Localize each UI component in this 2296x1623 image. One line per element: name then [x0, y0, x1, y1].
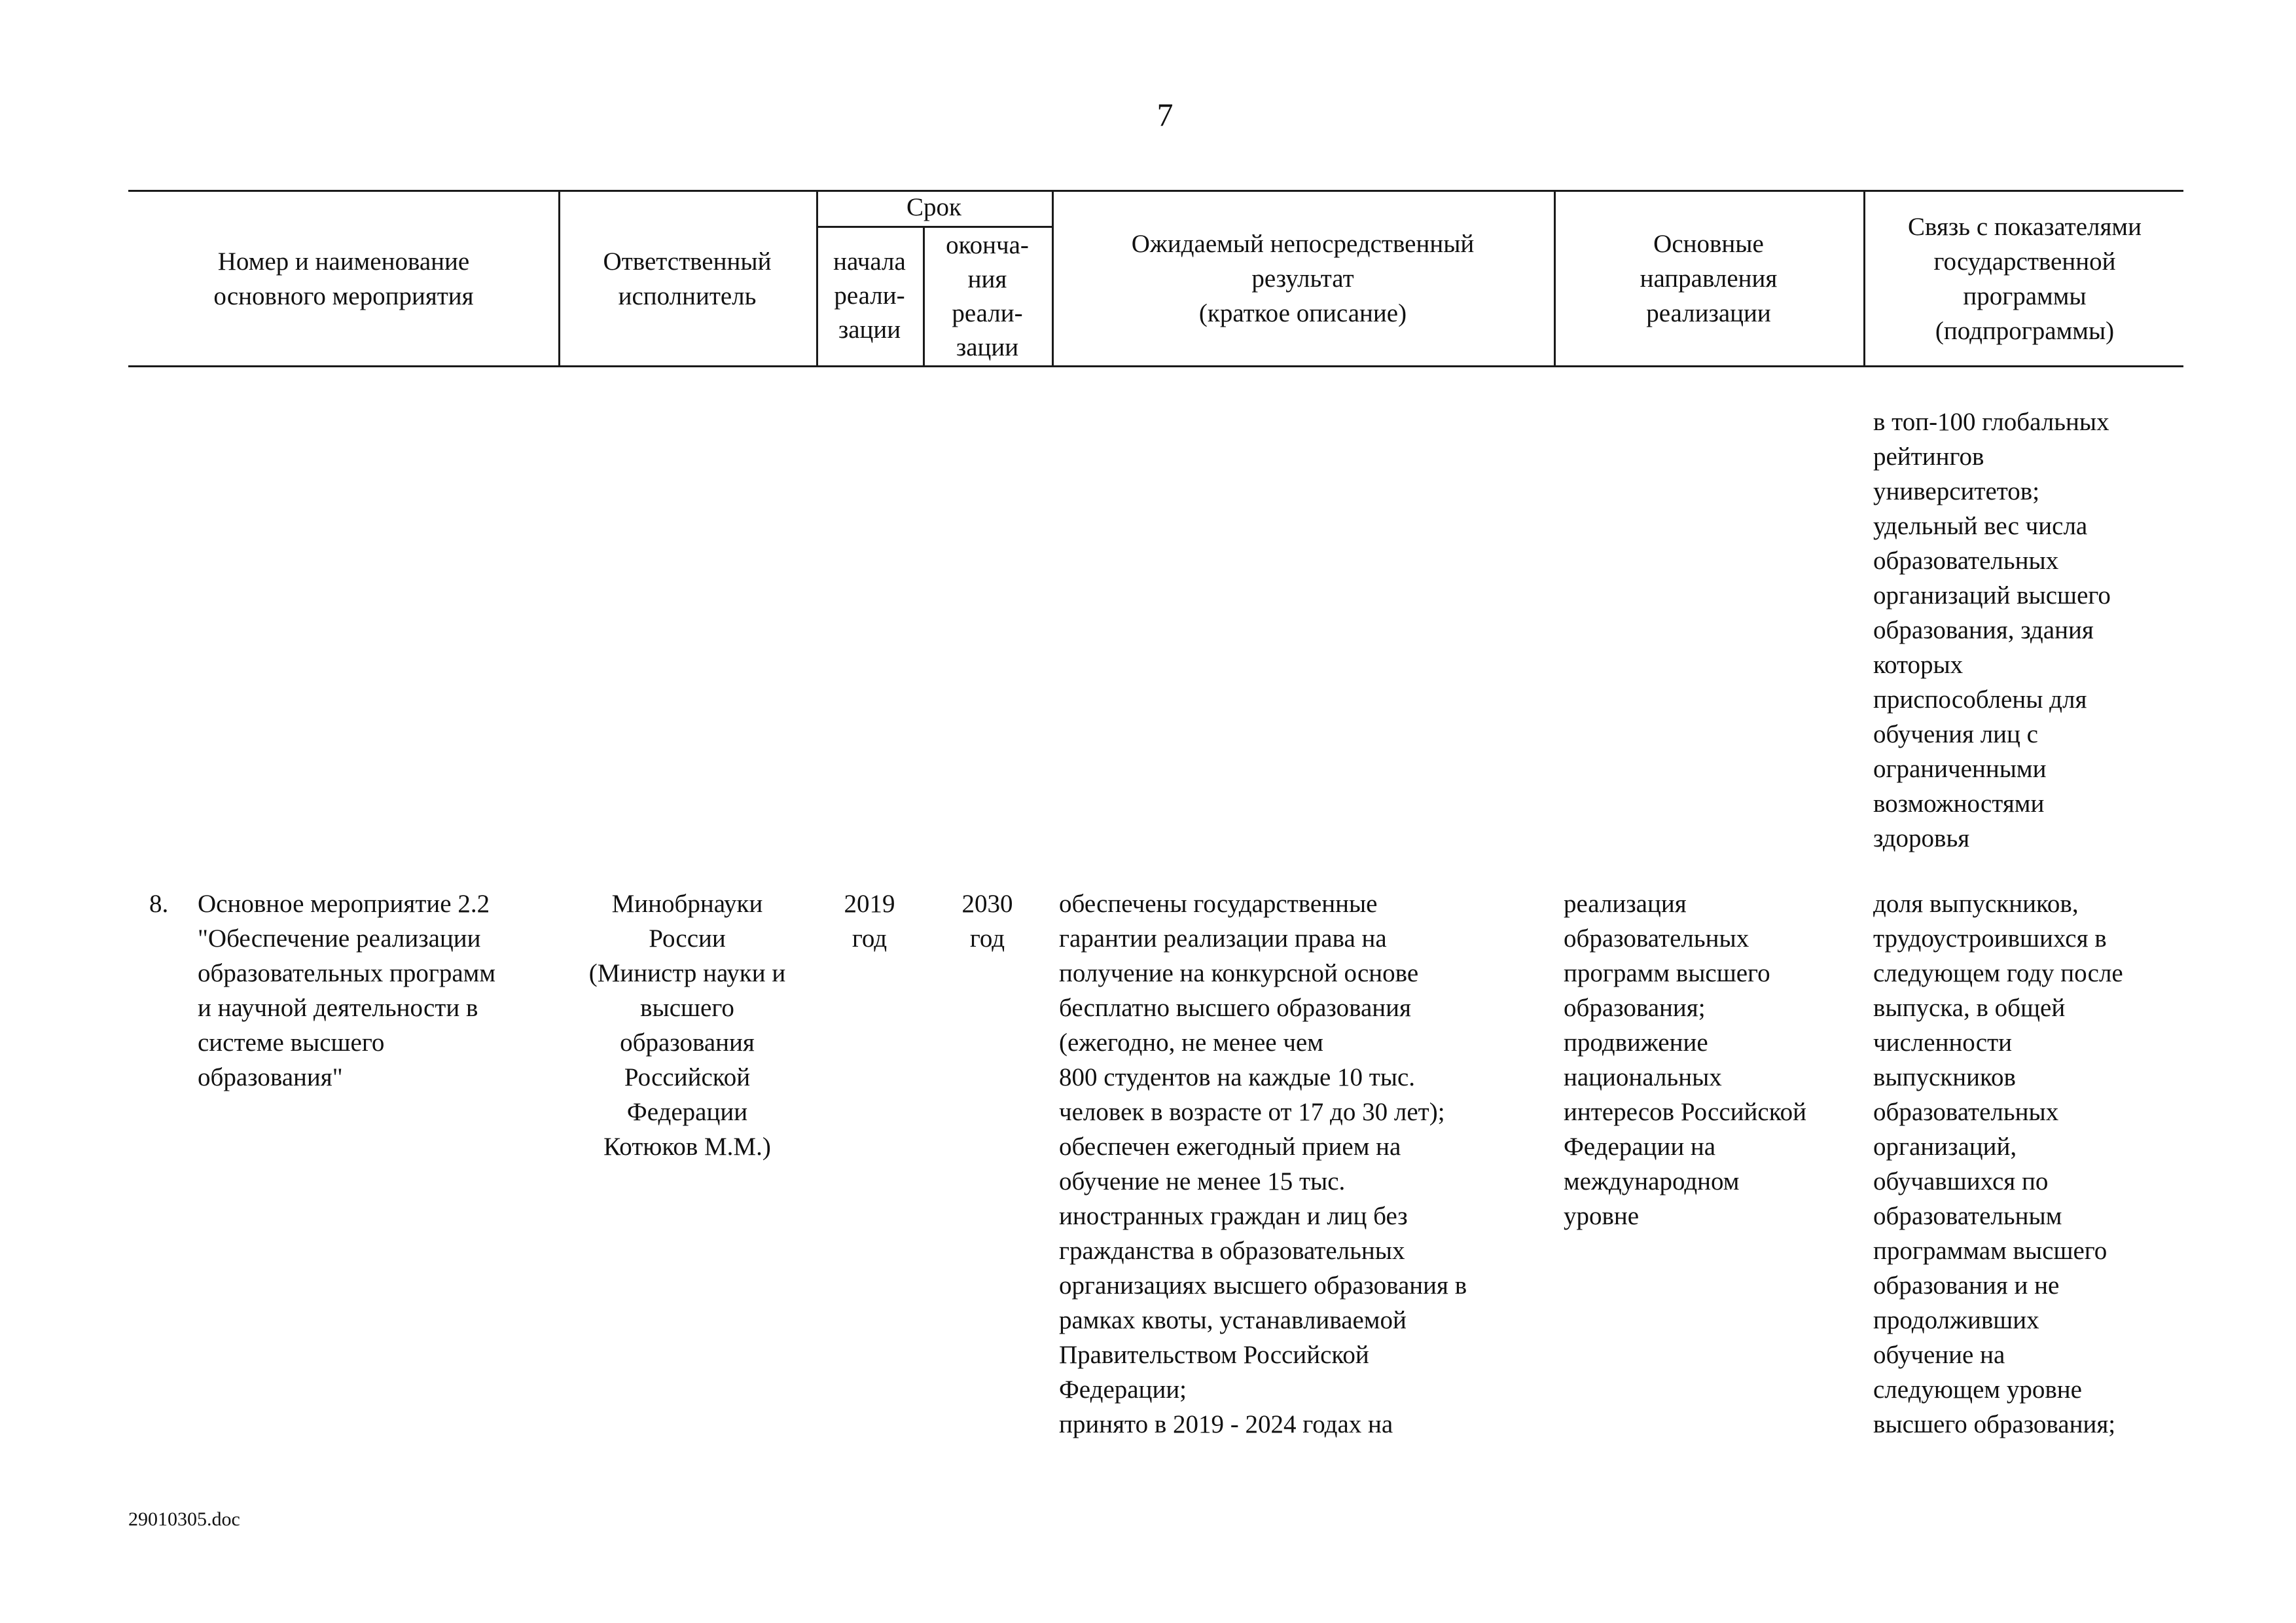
header-link: Связь с показателями государственной программы (подпрограммы)	[1908, 213, 2142, 345]
continuation-link-cell: в топ-100 глобальных рейтингов университетов; удельный вес числа образовательных организаций высшего образования, здания которых приспособлены для обучения лиц с ограниченными возможностями здоровья	[1873, 408, 2111, 852]
executor-cell: Минобрнауки России (Министр науки и высшего образования Российской Федерации Котюков М.М.)	[588, 890, 786, 1161]
header-start: начала реали- зации	[833, 247, 906, 344]
srok-rule	[816, 226, 1052, 228]
start-year-cell: 2019 год	[844, 890, 895, 953]
header-end: оконча- ния реали- зации	[946, 231, 1029, 361]
header-event-name: Номер и наименование основного мероприятия	[213, 247, 474, 310]
directions-cell: реализация образовательных программ высшего образования; продвижение национальных интересов Российской Федерации на международном уровне	[1564, 890, 1807, 1230]
expected-result-cell: обеспечены государственные гарантии реализации права на получение на конкурсной основе бесплатно высшего образования (ежегодно, не менее чем 800 студентов на каждые 10 тыс. человек в возрасте от 17 до 30 лет); обеспечен ежегодный прием на обучение не менее 15 тыс. иностранных граждан и лиц без гражданства в образовательных организациях высшего образования в рамках квоты, устанавливаемой Правительством Российской Федерации; принято в 2019 - 2024 годах на	[1059, 890, 1467, 1438]
header-directions: Основные направления реализации	[1640, 230, 1778, 327]
header-top-rule	[128, 190, 2183, 192]
header-bottom-rule	[128, 365, 2183, 367]
end-year-cell: 2030 год	[961, 890, 1013, 953]
column-divider	[923, 226, 925, 367]
page-number: 7	[1157, 96, 1174, 133]
column-divider	[816, 190, 818, 367]
header-result: Ожидаемый непосредственный результат (краткое описание)	[1131, 230, 1475, 327]
event-name-cell: Основное мероприятие 2.2 "Обеспечение реализации образовательных программ и научной деятельности в системе высшего образования"	[198, 890, 495, 1091]
row-number: 8.	[149, 890, 169, 918]
column-divider	[558, 190, 560, 367]
column-divider	[1052, 190, 1054, 367]
column-divider	[1863, 190, 1865, 367]
indicator-link-cell: доля выпускников, трудоустроившихся в следующем году после выпуска, в общей численности выпускников образовательных организаций, обучавшихся по образовательным программам высшего образования и не продолживших обучение на следующем уровне высшего образования;	[1873, 890, 2123, 1438]
header-srok: Срок	[906, 193, 961, 221]
header-executor: Ответственный исполнитель	[603, 247, 772, 310]
document-filename: 29010305.doc	[128, 1508, 240, 1530]
column-divider	[1554, 190, 1556, 367]
